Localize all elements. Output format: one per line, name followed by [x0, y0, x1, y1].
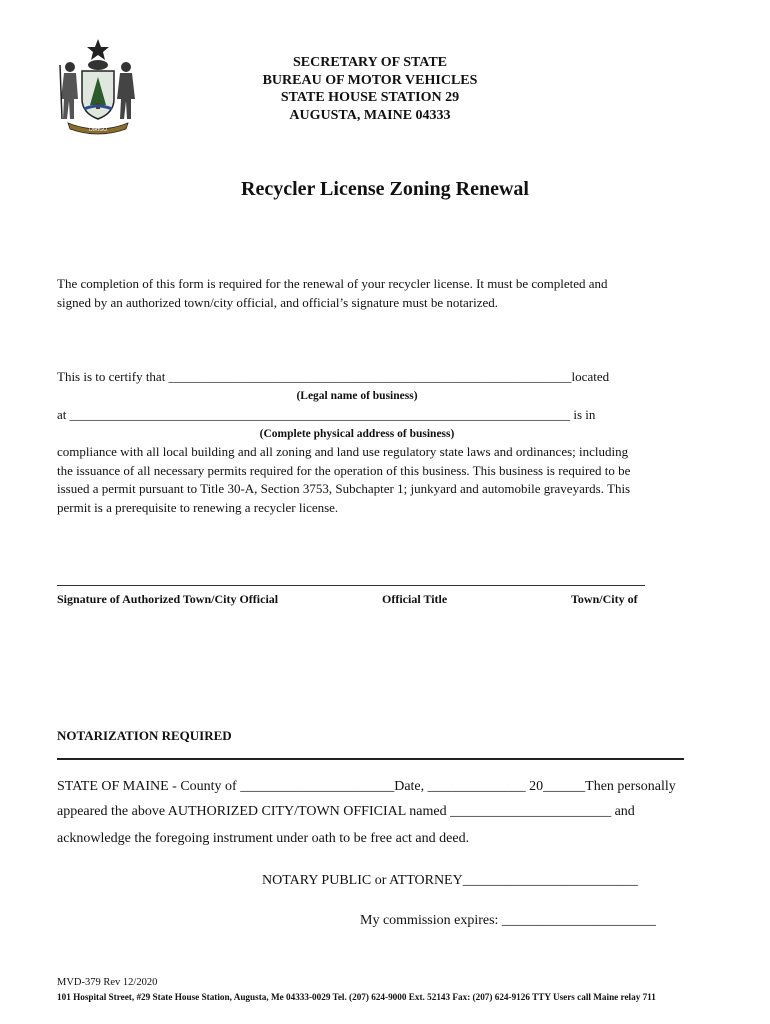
certify-body-1: compliance with all local building and all zoning and land use regulatory state laws and ordinances; including	[57, 444, 629, 459]
business-name-caption: (Legal name of business)	[296, 389, 418, 402]
header-line-2: BUREAU OF MOTOR VEHICLES	[262, 72, 478, 88]
notary-official-name-field[interactable]: appeared the above AUTHORIZED CITY/TOWN OFFICIAL named _______________________ and	[57, 804, 635, 819]
intro-paragraph	[57, 275, 697, 312]
agency-header	[220, 54, 520, 124]
seal-motto: DIRIGO	[88, 127, 108, 133]
intro-line-1: The completion of this form is required for the renewal of your recycler license. It must be completed and	[57, 276, 608, 291]
official-title-label: Official Title	[382, 592, 448, 606]
certify-body-4: permit is a prerequisite to renewing a recycler license.	[57, 499, 339, 515]
intro-line-2: signed by an authorized town/city official, and official’s signature must be notarized.	[57, 294, 499, 310]
signature-official-label: Signature of Authorized Town/City Official	[57, 592, 279, 606]
business-address-caption: (Complete physical address of business)	[259, 427, 455, 440]
header-line-3: STATE HOUSE STATION 29	[280, 90, 460, 105]
header-line-1: SECRETARY OF STATE	[292, 55, 448, 70]
business-name-field[interactable]: This is to certify that ______________________________________________________________located	[57, 369, 610, 384]
notarization-divider	[57, 758, 684, 760]
certify-body-2: the issuance of all necessary permits required for the operation of this business. This business is required to be	[57, 462, 631, 478]
certify-section	[57, 368, 717, 517]
footer-address: 101 Hospital Street, #29 State House Station, Augusta, Me 04333-0029 Tel. (207) 624-9000 Ext. 52143 Fax: (207) 624-9126 TTY Users call Maine relay 711	[57, 992, 656, 1002]
commission-expires-field[interactable]: My commission expires: ______________________	[360, 913, 656, 928]
form-title: Recycler License Zoning Renewal	[241, 178, 529, 200]
notary-acknowledge-text: acknowledge the foregoing instrument under oath to be free act and deed.	[57, 831, 470, 846]
notary-county-date-field[interactable]: STATE OF MAINE - County of ______________________Date, ______________ 20______Then personally	[57, 779, 676, 794]
certify-body-3: issued a permit pursuant to Title 30-A, Section 3753, Subchapter 1; junkyard and automobile graveyards. This	[57, 481, 631, 496]
notarization-heading: NOTARIZATION REQUIRED	[57, 728, 232, 743]
signature-line[interactable]	[57, 585, 645, 586]
form-id: MVD-379 Rev 12/2020	[57, 977, 158, 988]
maine-state-seal-icon	[54, 37, 142, 137]
notary-public-signature-field[interactable]: NOTARY PUBLIC or ATTORNEY_________________________	[262, 873, 638, 888]
business-address-field[interactable]: at _____________________________________________________________________________ is in	[57, 407, 596, 422]
header-line-4: AUGUSTA, MAINE 04333	[289, 107, 451, 123]
town-city-label: Town/City of	[571, 592, 638, 606]
